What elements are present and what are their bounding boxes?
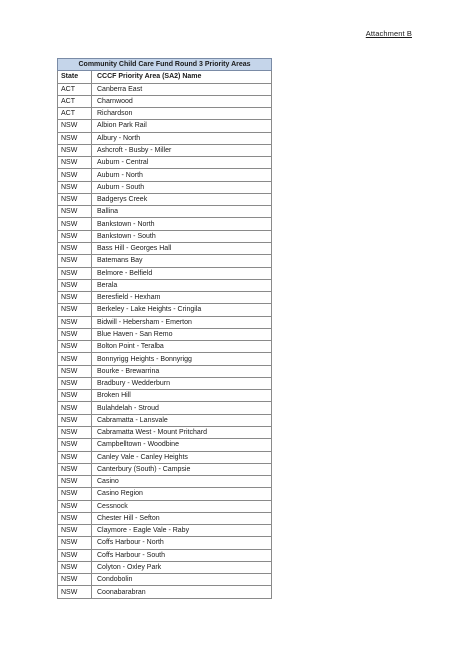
- state-cell: NSW: [58, 120, 92, 132]
- state-cell: NSW: [58, 549, 92, 561]
- state-cell: NSW: [58, 193, 92, 205]
- state-cell: NSW: [58, 586, 92, 598]
- area-name-cell: Richardson: [92, 108, 272, 120]
- table-row: [58, 144, 272, 156]
- area-name-cell: Condobolin: [92, 574, 272, 586]
- area-name-cell: Auburn - South: [92, 181, 272, 193]
- state-cell: NSW: [58, 157, 92, 169]
- area-name-cell: Ashcroft - Busby - Miller: [92, 144, 272, 156]
- table-row: [58, 181, 272, 193]
- table-row: [58, 512, 272, 524]
- table-row: [58, 120, 272, 132]
- state-cell: NSW: [58, 328, 92, 340]
- area-name-cell: Coffs Harbour - South: [92, 549, 272, 561]
- table-caption: Community Child Care Fund Round 3 Priority Areas: [58, 59, 272, 71]
- area-name-cell: Bonnyrigg Heights - Bonnyrigg: [92, 353, 272, 365]
- area-name-cell: Beresfield - Hexham: [92, 292, 272, 304]
- table-row: [58, 561, 272, 573]
- table-row: [58, 365, 272, 377]
- area-name-cell: Campbelltown - Woodbine: [92, 439, 272, 451]
- area-name-cell: Casino: [92, 476, 272, 488]
- table-row: [58, 267, 272, 279]
- attachment-label: Attachment B: [365, 29, 412, 38]
- table-row: [58, 414, 272, 426]
- area-name-cell: Bankstown - North: [92, 218, 272, 230]
- state-cell: NSW: [58, 304, 92, 316]
- table-row: [58, 353, 272, 365]
- state-cell: NSW: [58, 353, 92, 365]
- state-cell: NSW: [58, 279, 92, 291]
- table-row: [58, 488, 272, 500]
- area-name-cell: Auburn - North: [92, 169, 272, 181]
- table-row: [58, 476, 272, 488]
- area-name-cell: Charnwood: [92, 95, 272, 107]
- table-row: [58, 500, 272, 512]
- area-name-cell: Colyton - Oxley Park: [92, 561, 272, 573]
- area-name-cell: Broken Hill: [92, 390, 272, 402]
- state-cell: NSW: [58, 365, 92, 377]
- state-cell: NSW: [58, 144, 92, 156]
- area-name-cell: Belmore - Belfield: [92, 267, 272, 279]
- priority-areas-table: [57, 58, 272, 599]
- table-row: [58, 402, 272, 414]
- table-row: [58, 537, 272, 549]
- table-row: [58, 230, 272, 242]
- table-row: [58, 525, 272, 537]
- state-column-header: State: [58, 71, 92, 83]
- area-name-cell: Auburn - Central: [92, 157, 272, 169]
- state-cell: NSW: [58, 414, 92, 426]
- area-name-cell: Badgerys Creek: [92, 193, 272, 205]
- state-cell: ACT: [58, 95, 92, 107]
- table-row: [58, 132, 272, 144]
- area-name-cell: Bidwill - Hebersham - Emerton: [92, 316, 272, 328]
- state-cell: NSW: [58, 463, 92, 475]
- area-name-cell: Batemans Bay: [92, 255, 272, 267]
- area-name-cell: Albury - North: [92, 132, 272, 144]
- state-cell: NSW: [58, 230, 92, 242]
- table-row: [58, 242, 272, 254]
- state-cell: NSW: [58, 341, 92, 353]
- state-cell: NSW: [58, 426, 92, 438]
- area-name-cell: Canley Vale - Canley Heights: [92, 451, 272, 463]
- area-name-cell: Canterbury (South) - Campsie: [92, 463, 272, 475]
- table-row: [58, 279, 272, 291]
- area-name-cell: Berala: [92, 279, 272, 291]
- state-cell: NSW: [58, 488, 92, 500]
- area-name-cell: Coffs Harbour - North: [92, 537, 272, 549]
- table-row: [58, 206, 272, 218]
- state-cell: ACT: [58, 83, 92, 95]
- area-name-cell: Canberra East: [92, 83, 272, 95]
- area-name-cell: Albion Park Rail: [92, 120, 272, 132]
- area-name-cell: Bolton Point - Teralba: [92, 341, 272, 353]
- state-cell: NSW: [58, 476, 92, 488]
- area-name-cell: Blue Haven - San Remo: [92, 328, 272, 340]
- table-row: [58, 304, 272, 316]
- table-caption-row: [58, 59, 272, 71]
- table-row: [58, 83, 272, 95]
- state-cell: NSW: [58, 218, 92, 230]
- area-name-cell: Bradbury - Wedderburn: [92, 377, 272, 389]
- table-row: [58, 426, 272, 438]
- state-cell: NSW: [58, 561, 92, 573]
- area-name-cell: Bass Hill - Georges Hall: [92, 242, 272, 254]
- state-cell: NSW: [58, 377, 92, 389]
- table-body: [58, 83, 272, 598]
- area-name-cell: Cabramatta West - Mount Pritchard: [92, 426, 272, 438]
- state-cell: NSW: [58, 574, 92, 586]
- table-row: [58, 390, 272, 402]
- table-row: [58, 193, 272, 205]
- table-row: [58, 586, 272, 598]
- state-cell: NSW: [58, 439, 92, 451]
- area-column-header: CCCF Priority Area (SA2) Name: [92, 71, 272, 83]
- state-cell: NSW: [58, 206, 92, 218]
- area-name-cell: Bourke - Brewarrina: [92, 365, 272, 377]
- table-row: [58, 328, 272, 340]
- area-name-cell: Chester Hill - Sefton: [92, 512, 272, 524]
- table-row: [58, 463, 272, 475]
- state-cell: NSW: [58, 500, 92, 512]
- state-cell: NSW: [58, 537, 92, 549]
- state-cell: NSW: [58, 169, 92, 181]
- area-name-cell: Cessnock: [92, 500, 272, 512]
- state-cell: NSW: [58, 132, 92, 144]
- table-row: [58, 169, 272, 181]
- state-cell: NSW: [58, 242, 92, 254]
- state-cell: NSW: [58, 525, 92, 537]
- table-row: [58, 108, 272, 120]
- area-name-cell: Claymore - Eagle Vale - Raby: [92, 525, 272, 537]
- area-name-cell: Coonabarabran: [92, 586, 272, 598]
- table-row: [58, 341, 272, 353]
- table-row: [58, 218, 272, 230]
- table-row: [58, 549, 272, 561]
- area-name-cell: Berkeley - Lake Heights - Cringila: [92, 304, 272, 316]
- table-row: [58, 439, 272, 451]
- table-row: [58, 377, 272, 389]
- state-cell: NSW: [58, 451, 92, 463]
- state-cell: NSW: [58, 267, 92, 279]
- table-row: [58, 451, 272, 463]
- table-row: [58, 157, 272, 169]
- area-name-cell: Ballina: [92, 206, 272, 218]
- table-row: [58, 255, 272, 267]
- table-row: [58, 574, 272, 586]
- state-cell: NSW: [58, 181, 92, 193]
- table-row: [58, 292, 272, 304]
- area-name-cell: Bankstown - South: [92, 230, 272, 242]
- state-cell: NSW: [58, 255, 92, 267]
- area-name-cell: Cabramatta - Lansvale: [92, 414, 272, 426]
- table-row: [58, 95, 272, 107]
- state-cell: NSW: [58, 402, 92, 414]
- table-row: [58, 316, 272, 328]
- state-cell: NSW: [58, 292, 92, 304]
- state-cell: NSW: [58, 390, 92, 402]
- state-cell: NSW: [58, 512, 92, 524]
- area-name-cell: Casino Region: [92, 488, 272, 500]
- state-cell: NSW: [58, 316, 92, 328]
- area-name-cell: Bulahdelah - Stroud: [92, 402, 272, 414]
- table-header-row: [58, 71, 272, 83]
- state-cell: ACT: [58, 108, 92, 120]
